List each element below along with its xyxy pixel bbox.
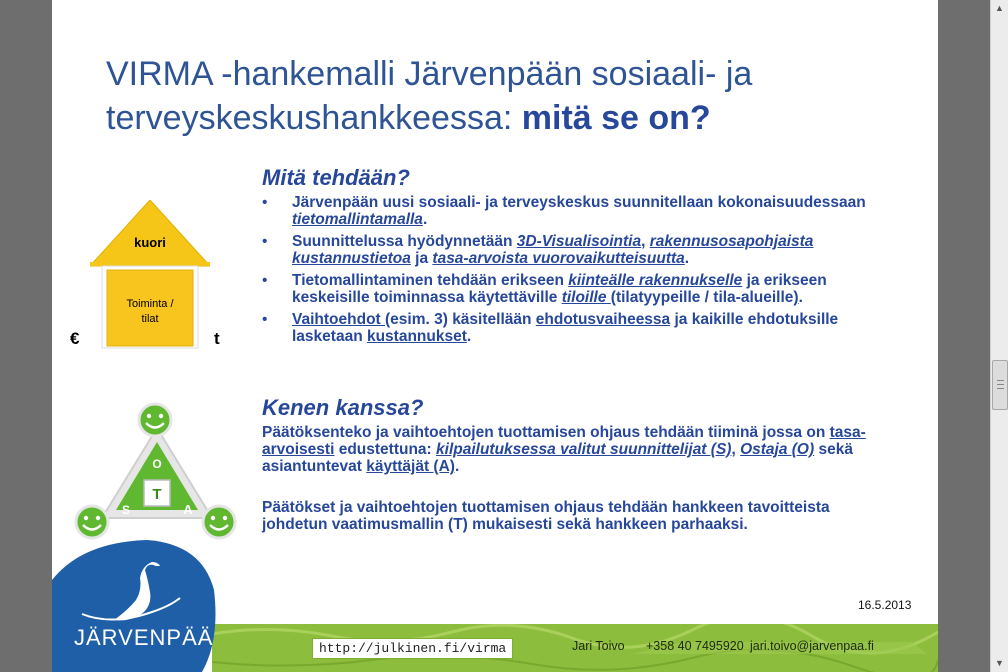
emphasis-text: käyttäjät (A)	[366, 458, 455, 475]
footer-email[interactable]: jari.toivo@jarvenpaa.fi	[750, 639, 874, 653]
bullet-list	[262, 194, 892, 350]
emphasis-text: Vaihtoehdot	[292, 311, 385, 328]
window-margin	[938, 0, 990, 672]
bullet-item	[262, 233, 892, 267]
footer-band	[212, 624, 938, 672]
bullet-dot-icon: •	[262, 311, 268, 328]
text-run: .	[466, 328, 472, 345]
bullet-item	[262, 194, 892, 228]
text-run: .	[684, 250, 690, 267]
scroll-up-arrow-icon[interactable]: ▲	[995, 3, 1004, 13]
bullet-dot-icon: •	[262, 233, 268, 250]
logo-text: JÄRVENPÄÄ	[74, 625, 214, 650]
text-run: Järvenpään uusi sosiaali- ja terveyskeskus suunnitellaan kokonaisuudessaan	[292, 194, 866, 211]
text-run: ja erikseen keskeisille toiminnassa käytettäville	[292, 272, 827, 306]
section-heading-who: Kenen kanssa?	[262, 395, 424, 420]
text-run: .	[798, 289, 803, 306]
emphasis-text: tasa-arvoisesti	[262, 424, 866, 458]
bullet-item	[262, 272, 892, 306]
footer-name: Jari Toivo	[572, 639, 625, 653]
emphasis-text: 3D-Visualisointia	[516, 233, 642, 250]
emphasis-text: rakennusosapohjaista kustannustietoa	[292, 233, 814, 267]
emphasis-text: )	[793, 289, 799, 306]
slide-date: 16.5.2013	[858, 598, 912, 612]
emphasis-text: tietomallintamalla	[292, 211, 423, 228]
text-run: ja kaikille ehdotuksille lasketaan	[292, 311, 839, 345]
text-run: Tietomallintaminen tehdään erikseen	[292, 272, 569, 289]
section-heading-what: Mitä tehdään?	[262, 165, 410, 190]
house-diagram	[90, 200, 210, 350]
vertical-scrollbar[interactable]	[990, 0, 1008, 672]
text-run: Päätöksenteko ja vaihtoehtojen tuottamisen ohjaus tehdään tiiminä jossa on	[262, 424, 830, 441]
text-run: .	[454, 458, 460, 475]
emphasis-text: tiloille	[561, 289, 611, 306]
text-run: .	[422, 211, 428, 228]
house-roof	[90, 200, 210, 266]
smiley-icon	[139, 404, 171, 436]
letter-t: T	[152, 486, 162, 503]
grip-line	[997, 380, 1004, 381]
house-inner-label-2: tilat	[141, 313, 159, 325]
text-run: (esim. 3) käsitellään	[385, 311, 536, 328]
smiley-icon	[203, 506, 235, 538]
team-triangle-diagram	[72, 402, 242, 542]
bullet-item	[262, 311, 892, 345]
slide-title	[106, 52, 906, 140]
jarvenpaa-logo	[52, 540, 222, 672]
text-run: edustettuna:	[334, 441, 437, 458]
text-run: (tilatyypeille / tila-alueille	[610, 289, 794, 306]
emphasis-text: kustannukset	[366, 328, 467, 345]
bullet-dot-icon: •	[262, 194, 268, 211]
letter-s: S	[121, 503, 131, 517]
smiley-icon	[76, 506, 108, 538]
emphasis-text: kilpailutuksessa valitut suunnittelijat (S)	[436, 441, 732, 458]
footer-url-link[interactable]: http://julkinen.fi/virma	[312, 638, 513, 659]
house-inner-label-1: Toiminta /	[126, 298, 174, 310]
text-run: ,	[731, 441, 741, 458]
slide-title-bold: mitä se on?	[521, 99, 711, 137]
scroll-down-arrow-icon[interactable]: ▼	[995, 658, 1004, 668]
house-roof-label: kuori	[134, 235, 166, 250]
text-run: ,	[641, 233, 650, 250]
slide-title-main: VIRMA -hankemalli Järvenpään sosiaali- ja terveyskeskushankkeessa:	[106, 55, 753, 137]
emphasis-text: tasa-arvoista vuorovaikutteisuutta	[432, 250, 685, 267]
text-run: sekä asiantuntevat	[262, 441, 853, 475]
house-eave	[90, 262, 210, 266]
footer-phone: +358 40 7495920	[646, 639, 744, 653]
emphasis-text: Ostaja (O)	[740, 441, 815, 458]
paragraph-team	[262, 424, 882, 475]
grip-line	[997, 384, 1004, 385]
grip-line	[997, 388, 1004, 389]
time-symbol: t	[214, 329, 220, 348]
presentation-slide	[52, 0, 938, 672]
text-run: Suunnittelussa hyödynnetään	[292, 233, 517, 250]
bullet-dot-icon: •	[262, 272, 268, 289]
emphasis-text: kiinteälle rakennukselle	[568, 272, 743, 289]
text-run: ja	[410, 250, 433, 267]
letter-a: A	[183, 502, 193, 517]
letter-o: O	[152, 457, 162, 471]
emphasis-text: ehdotusvaiheessa	[535, 311, 671, 328]
euro-symbol: €	[70, 329, 80, 348]
scroll-thumb[interactable]	[992, 360, 1008, 410]
paragraph-decisions: Päätökset ja vaihtoehtojen tuottamisen ohjaus tehdään hankkeen tavoitteista johdetun vaatimusmallin (T) mukaisesti sekä hankkeen parhaaksi.	[262, 499, 830, 533]
